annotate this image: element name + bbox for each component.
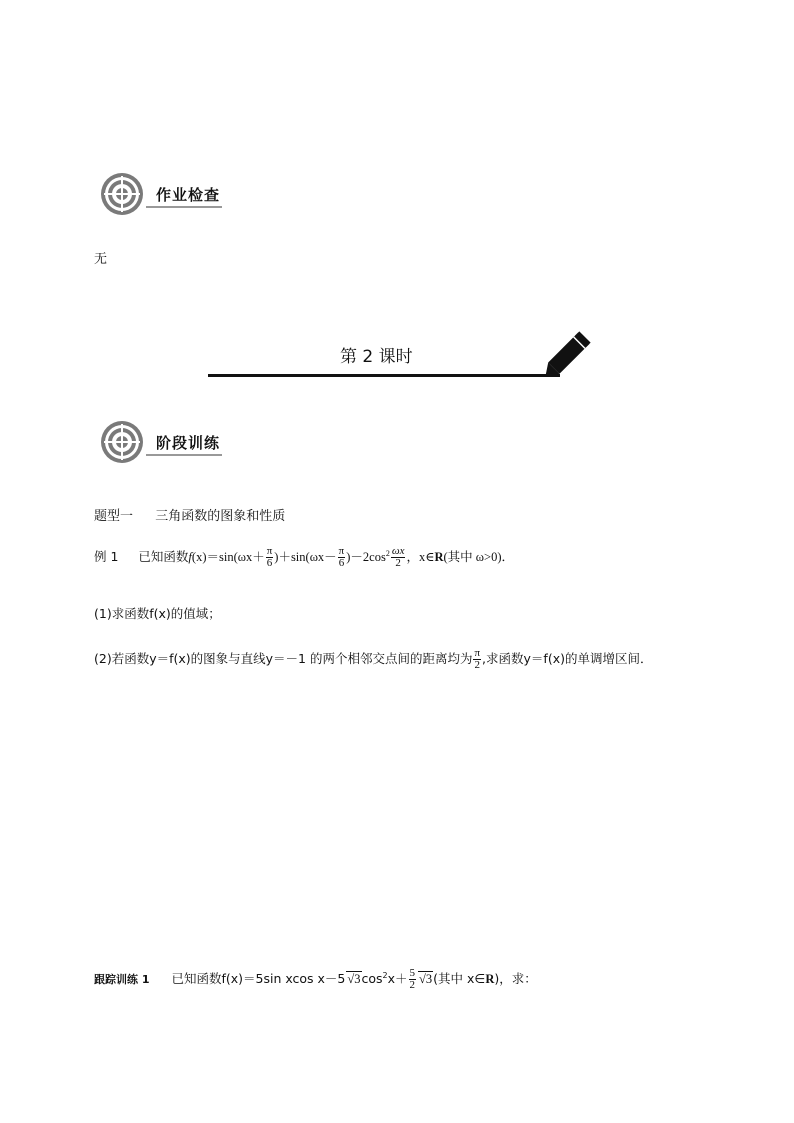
divider xyxy=(146,206,222,208)
reals-symbol: R xyxy=(434,550,444,564)
topic-line xyxy=(94,505,285,524)
question-2 xyxy=(94,648,652,671)
fraction: $\frac{\pi}{2}$ xyxy=(474,647,481,671)
exponent: 2 xyxy=(385,548,390,558)
formula-part: )＋sin(ωx－ xyxy=(274,550,337,564)
formula-part: )－2cos xyxy=(346,550,386,564)
tracking-exercise-1 xyxy=(94,968,537,991)
fraction: $\frac{\omega x}{2}$ xyxy=(391,545,405,569)
formula-part: (其中 x∈ xyxy=(433,971,486,986)
formula-part: x＋ xyxy=(387,971,408,986)
question-text: (2)若函数y＝f(x)的图象与直线y＝－1 的两个相邻交点间的距离均为 xyxy=(94,651,473,666)
question-text: ,求函数y＝f(x)的单调增区间． xyxy=(482,651,653,666)
divider xyxy=(146,454,222,456)
formula-part: )，求： xyxy=(494,971,537,986)
example-label: 例 1 xyxy=(94,549,119,564)
topic-text: 三角函数的图象和性质 xyxy=(155,509,286,524)
section-title: 作业检查 xyxy=(156,186,221,204)
sqrt: √3 xyxy=(347,972,361,986)
section-title: 阶段训练 xyxy=(156,434,221,452)
pencil-icon xyxy=(538,326,598,382)
section-header-training xyxy=(100,420,230,464)
example-lead: 已知函数 xyxy=(138,549,189,564)
formula-part: 已知函数f(x)＝5sin xcos x－5 xyxy=(171,971,346,986)
fraction: $\frac{5}{2}$ xyxy=(409,967,416,991)
topic-label: 题型一 xyxy=(94,509,134,524)
target-icon xyxy=(100,172,144,216)
formula-part: ，x∈ xyxy=(406,550,435,564)
formula-part: (其中 ω>0)． xyxy=(443,550,514,564)
homework-body: 无 xyxy=(94,252,108,267)
target-icon xyxy=(100,420,144,464)
sqrt: √3 xyxy=(419,972,433,986)
exercise-label: 跟踪训练 1 xyxy=(94,973,150,986)
lesson-title: 第 2 课时 xyxy=(340,347,413,367)
section-header-homework xyxy=(100,172,230,216)
question-1: (1)求函数f(x)的值域； xyxy=(94,606,221,621)
fraction: $\frac{\pi}{6}$ xyxy=(266,545,273,569)
formula-part: cos xyxy=(361,971,383,986)
lesson-underline xyxy=(208,374,560,377)
func-symbol: f xyxy=(188,550,192,564)
fraction: $\frac{\pi}{6}$ xyxy=(338,545,345,569)
exponent: 2 xyxy=(382,970,388,980)
reals-symbol: R xyxy=(485,972,495,986)
formula-part: (x)＝sin(ωx＋ xyxy=(191,550,265,564)
example-1 xyxy=(94,546,514,569)
